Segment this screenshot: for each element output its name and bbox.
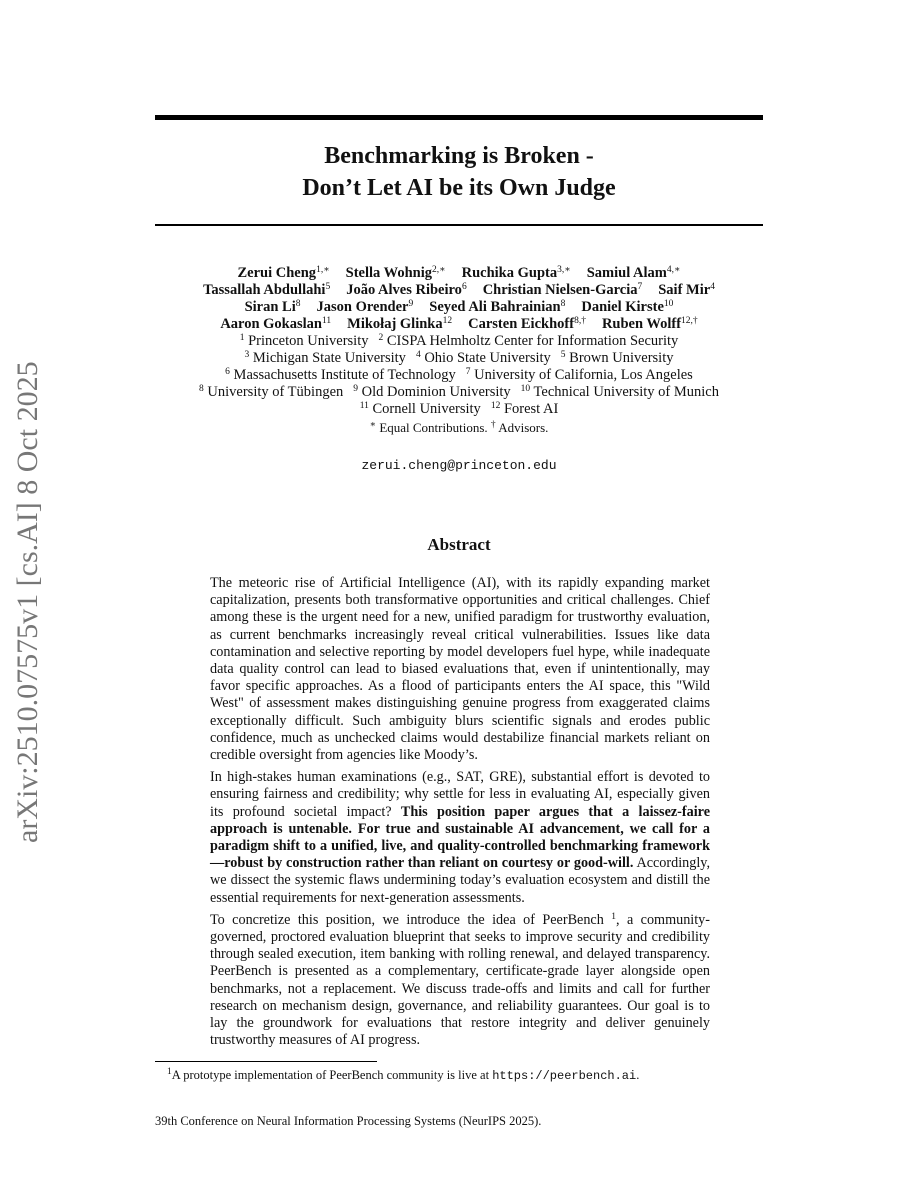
author-name — [245, 299, 301, 315]
author-name-text: Carsten Eickhoff — [468, 316, 575, 332]
author-affiliation-mark: 2,∗ — [432, 265, 446, 275]
affiliation-name: CISPA Helmholtz Center for Information Security — [386, 333, 679, 349]
footnote-text: A prototype implementation of PeerBench community is live at — [171, 1068, 493, 1082]
affiliation — [561, 350, 674, 366]
peerbench-link[interactable]: https://peerbench.ai — [492, 1069, 637, 1083]
author-affiliation-mark: 11 — [321, 316, 332, 326]
affiliation-name: University of Tübingen — [207, 384, 344, 400]
author-list — [140, 265, 778, 333]
author-name-text: Siran Li — [244, 299, 296, 315]
author-line — [140, 282, 778, 299]
affiliation-number: 12 — [490, 401, 501, 411]
affiliation-name: Forest AI — [503, 401, 559, 417]
author-name-text: Zerui Cheng — [237, 265, 317, 281]
affiliation-number: 8 — [199, 384, 204, 394]
author-name — [429, 299, 565, 315]
footnote-reference[interactable]: 1 — [611, 911, 616, 922]
affiliation — [466, 367, 693, 383]
author-affiliation-mark: 5 — [325, 282, 331, 292]
affiliation — [491, 401, 559, 417]
conference-note: 39th Conference on Neural Information Processing Systems (NeurIPS 2025). — [155, 1114, 542, 1128]
affiliation-number: 10 — [520, 384, 531, 394]
affiliation-number: 3 — [244, 350, 250, 360]
author-affiliation-mark: 12,† — [681, 316, 698, 326]
author-name — [346, 282, 466, 298]
footnote-end: . — [636, 1068, 640, 1082]
author-line — [140, 265, 778, 282]
author-name — [203, 282, 330, 298]
affiliation — [199, 384, 343, 400]
author-affiliation-mark: 1,∗ — [316, 265, 330, 275]
author-name — [220, 316, 331, 332]
abstract-p3-text-start: To concretize this position, we introduce the idea of PeerBench — [210, 911, 612, 928]
affiliation — [416, 350, 551, 366]
abstract-paragraph-2 — [210, 769, 710, 907]
abstract-heading: Abstract — [427, 535, 491, 554]
author-name-text: Aaron Gokaslan — [220, 316, 322, 332]
affiliation — [521, 384, 719, 400]
author-name — [347, 316, 452, 332]
author-name — [602, 316, 698, 332]
author-line — [140, 316, 778, 333]
affiliation-name: Massachusetts Institute of Technology — [233, 367, 456, 383]
footnote-mark: 1 — [167, 1067, 172, 1077]
affiliation-number: 11 — [359, 401, 369, 411]
author-name-text: Ruben Wolff — [601, 316, 682, 332]
author-affiliation-mark: 7 — [637, 282, 643, 292]
author-affiliation-mark: 9 — [408, 299, 414, 309]
affiliation-number: 2 — [378, 333, 384, 343]
author-name-text: Saif Mir — [658, 282, 711, 298]
affiliation — [245, 350, 406, 366]
affiliation-number: 5 — [560, 350, 566, 360]
author-name — [587, 265, 681, 281]
author-affiliation-mark: 4 — [710, 282, 715, 292]
abstract-paragraph-1: The meteoric rise of Artificial Intelligence (AI), with its rapidly expanding market capitalization, presents both transformative opportunities and critical challenges. Chief among these is the urgent need for a new, unified paradigm for trustworthy evaluation, as current benchmarks increasingly reveal critical vulnerabilities. Issues like data contamination and selective reporting by model developers fuel hype, while inadequate data quality control can lead to biased evaluations that, even if unintentionally, may favor specific approaches. As a flood of participants enters the AI space, this "Wild West" of assessment makes distinguishing genuine progress from exaggerated claims exceptionally difficult. Such ambiguity blurs scientific signals and erodes public confidence, much as unchecked claims would destabilize financial markets reliant on credible oversight from agencies like Moody’s. — [210, 575, 710, 764]
abstract-body — [210, 575, 710, 1054]
author-affiliation-mark: 3,∗ — [557, 265, 571, 275]
title-rule-bottom — [155, 224, 763, 226]
author-name — [462, 265, 571, 281]
affiliation-name: Ohio State University — [424, 350, 551, 366]
contact-email[interactable]: zerui.cheng@princeton.edu — [361, 458, 557, 473]
affiliation-list — [140, 333, 778, 418]
affiliation — [225, 367, 456, 383]
affiliation-number: 4 — [415, 350, 421, 360]
footnote-rule — [155, 1061, 377, 1062]
affiliation-name: Technical University of Munich — [533, 384, 719, 400]
author-affiliation-mark: 8 — [295, 299, 301, 309]
author-name — [581, 299, 673, 315]
affiliation-line — [140, 367, 778, 384]
affiliation-name: Cornell University — [372, 401, 481, 417]
author-name — [346, 265, 446, 281]
author-affiliation-mark: 8,† — [574, 316, 586, 326]
author-name — [317, 299, 414, 315]
title-rule-top — [155, 115, 763, 120]
affiliation-line — [140, 401, 778, 418]
footnote — [167, 1067, 767, 1084]
abstract-p3-text-end: , a community-governed, proctored evaluation blueprint that seeks to improve security and credibility through sealed execution, item banking with rolling renewal, and delayed transparency. PeerBench is presented as a complementary, certificate-grade layer alongside open benchmarks, not a replacement. We discuss trade-offs and limits and call for further research on mechanism design, governance, and reliability guarantees. Our goal is to lay the groundwork for evaluations that restore integrity and deliver genuinely trustworthy measures of AI progress. — [210, 911, 710, 1049]
affiliation-line — [140, 333, 778, 350]
author-name-text: Tassallah Abdullahi — [203, 282, 326, 298]
author-name — [238, 265, 330, 281]
author-name-text: Samiul Alam — [586, 265, 667, 281]
affiliation-name: Michigan State University — [252, 350, 406, 366]
author-name-text: Seyed Ali Bahrainian — [429, 299, 561, 315]
affiliation — [240, 333, 369, 349]
author-name-text: Stella Wohnig — [345, 265, 433, 281]
author-affiliation-mark: 6 — [461, 282, 467, 292]
abstract-p2-text-end: Accordingly, we dissect the systemic flaws undermining today’s evaluation ecosystem and distill the essential requirements for next-generation assessments. — [210, 855, 711, 906]
author-line — [140, 299, 778, 316]
contribution-note — [140, 419, 778, 436]
affiliation-number: 1 — [239, 333, 245, 343]
arxiv-identifier: arXiv:2510.07575v1 [cs.AI] 8 Oct 2025 — [11, 361, 44, 844]
title-line-2: Don’t Let AI be its Own Judge — [302, 175, 616, 201]
affiliation-number: 7 — [465, 367, 471, 377]
author-block — [140, 265, 778, 436]
author-name-text: Christian Nielsen-Garcia — [482, 282, 638, 298]
author-name — [468, 316, 586, 332]
affiliation — [353, 384, 510, 400]
advisor-text: Advisors. — [498, 420, 549, 435]
affiliation-number: 9 — [353, 384, 359, 394]
abstract-p2-text-start: In high-stakes human examinations (e.g., SAT, GRE), substantial effort is devoted to ensuring fairness and credibility; why settle for less in evaluating AI, especially given its profound societal impact? — [210, 769, 710, 820]
equal-contribution-mark: ∗ — [369, 420, 377, 430]
affiliation — [378, 333, 678, 349]
title-line-1: Benchmarking is Broken - — [324, 143, 594, 169]
author-affiliation-mark: 10 — [663, 299, 674, 309]
equal-contribution-text: Equal Contributions. — [379, 420, 488, 435]
author-name-text: Jason Orender — [316, 299, 409, 315]
affiliation-line — [140, 350, 778, 367]
affiliation-name: Brown University — [569, 350, 674, 366]
affiliation-name: Old Dominion University — [361, 384, 511, 400]
affiliation-line — [140, 384, 778, 401]
author-name-text: Mikołaj Glinka — [347, 316, 443, 332]
paper-title — [155, 140, 763, 204]
author-name — [483, 282, 643, 298]
author-affiliation-mark: 4,∗ — [666, 265, 681, 275]
advisor-mark: † — [490, 420, 496, 430]
author-affiliation-mark: 8 — [560, 299, 566, 309]
author-affiliation-mark: 12 — [442, 316, 453, 326]
abstract-paragraph-3 — [210, 912, 710, 1050]
affiliation-name: University of California, Los Angeles — [474, 367, 693, 383]
author-name-text: Ruchika Gupta — [461, 265, 558, 281]
affiliation — [360, 401, 481, 417]
author-name-text: João Alves Ribeiro — [346, 282, 462, 298]
author-name-text: Daniel Kirste — [581, 299, 664, 315]
author-name — [658, 282, 715, 298]
affiliation-name: Princeton University — [248, 333, 369, 349]
affiliation-number: 6 — [225, 367, 230, 377]
position-statement: This position paper argues that a laissez-faire approach is untenable. For true and sustainable AI advancement, we call for a paradigm shift to a unified, live, and quality-controlled benchmarking framework—robust by construction rather than reliant on courtesy or good-will. — [210, 803, 710, 872]
